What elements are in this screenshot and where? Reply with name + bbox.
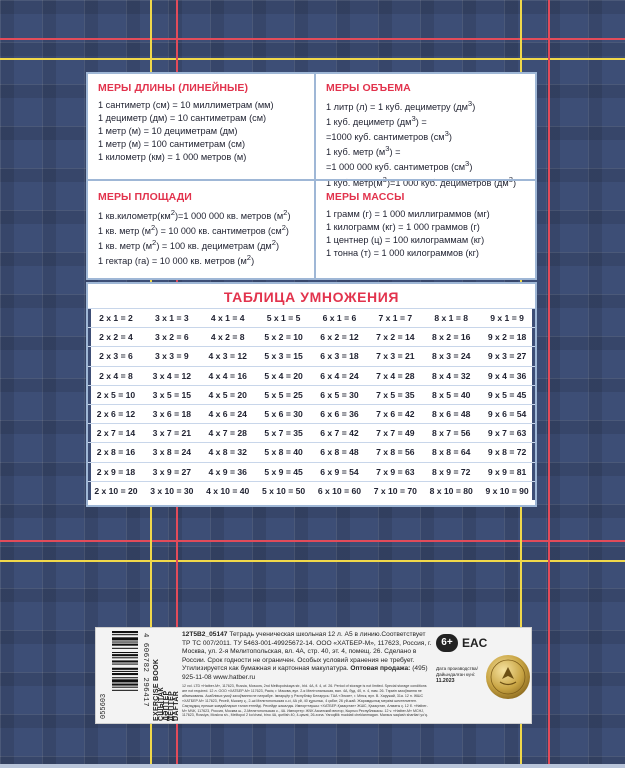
page-edge [0,764,625,768]
volume-line: =1 000 000 куб. сантиметров $(см^3)$ [326,159,473,173]
multiplication-cell: 2 x 10 = 20 [94,485,138,496]
mass-title: МЕРЫ МАССЫ [326,191,405,203]
production-date [436,666,491,685]
multiplication-cell: 6 x 6 = 36 [320,409,359,420]
vertical-code: 055603 [100,693,108,719]
area-line: 1 $кв.километр(км^2)=1$ 000 000 кв. метров $(м^2)$ [98,207,291,221]
multiplication-cell: 3 x 5 = 15 [152,389,192,400]
multiplication-cell: 4 x 5 = 20 [208,389,247,400]
multiplication-cell: 3 x 6 = 18 [152,409,192,420]
barcode-bar [112,637,138,640]
length-line: 1 метр (м) = 10 дециметрам (дм) [98,126,238,137]
multiplication-cell: 7 x 7 = 49 [376,428,415,439]
length-line: 1 дециметр (дм) = 10 сантиметрам (см) [98,112,267,123]
area-title: МЕРЫ ПЛОЩАДИ [98,191,192,203]
multiplication-cell: 3 x 1 = 3 [154,313,189,324]
multiplication-cell: 7 x 4 = 28 [376,370,415,381]
multiplication-cell: 4 x 8 = 32 [208,447,247,458]
multiplication-row [88,308,535,327]
area-line: 1 кв. метр $(м^2) = 100$ кв. дециметрам $(дм^2)$ [98,237,280,251]
barcode-bar [112,671,138,672]
barcode-bar [112,631,138,633]
multiplication-cell: 2 x 8 = 16 [96,447,136,458]
multiplication-cell: 6 x 10 = 60 [317,485,362,496]
barcode-bar [112,668,138,670]
multiplication-cell: 5 x 1 = 5 [266,313,301,324]
area-measures [88,179,314,278]
barcode-bar [112,679,138,682]
barcode-bar [112,644,138,646]
mass-line: 1 грамм (г) = 1 000 миллиграммов (мг) [326,208,490,219]
exercise-book-text: ДӘПТЕР [163,690,170,721]
product-code: 12Т5В2_05147 [182,631,228,638]
barcode [100,631,150,721]
barcode-bar [112,657,138,658]
length-title: МЕРЫ ДЛИНЫ (ЛИНЕЙНЫЕ) [98,82,249,94]
multiplication-cell: 6 x 2 = 12 [320,332,359,343]
mass-line: 1 центнер (ц) = 100 килограммам (кг) [326,235,485,246]
multiplication-cell: 5 x 5 = 25 [264,389,303,400]
multiplication-grid [88,308,535,500]
multiplication-cell: 4 x 7 = 28 [208,428,247,439]
mass-line: 1 тонна (т) = 1 000 килограммов (кг) [326,248,479,259]
product-description: Тетрадь ученическая школьная 12 л. А5 в линию.Соответствует ТР ТС 007/2011. ТУ 5463-001-49925672-14. [182,631,426,647]
length-measures [88,74,314,179]
multiplication-cell: 9 x 3 = 27 [487,351,527,362]
multiplication-cell: 6 x 4 = 24 [320,370,359,381]
multiplication-cell: 7 x 6 = 42 [376,409,415,420]
manufacturer: ООО «ХАТБЕР-М», [316,639,376,647]
barcode-bar [112,664,138,665]
mass-measures [314,179,535,278]
barcode-bar [112,677,138,678]
multiplication-cell: 8 x 8 = 64 [431,447,471,458]
barcode-bar [112,684,138,686]
multiplication-cell: 8 x 9 = 72 [431,466,471,477]
multiplication-cell: 9 x 4 = 36 [487,370,527,381]
area-line: 1 кв. метр $(м^2) = 10$ 000 кв. сантиметров $(см^2)$ [98,223,289,237]
label-text [182,631,432,723]
multiplication-cell: 5 x 4 = 20 [264,370,303,381]
volume-measures [314,74,535,188]
multiplication-cell: 3 x 3 = 9 [154,351,189,362]
multiplication-cell: 7 x 3 = 21 [376,351,415,362]
length-line: 1 сантиметр (см) = 10 миллиметрам (мм) [98,99,274,110]
multiplication-cell: 6 x 1 = 6 [322,313,357,324]
production-date-label: Дата производства/ Дайындалған күні: [436,666,478,677]
multiplication-cell: 9 x 1 = 9 [490,313,524,324]
product-label [95,627,532,724]
barcode-bar [112,660,138,662]
barcode-bar [112,634,138,635]
volume-line: 1 куб. дециметр $(дм^3)$ = [326,114,427,128]
barcode-bar [112,654,138,656]
multiplication-cell: 8 x 3 = 24 [431,351,471,362]
multiplication-cell: 4 x 2 = 8 [210,332,245,343]
multiplication-cell: 9 x 6 = 54 [487,409,527,420]
multiplication-cell: 9 x 10 = 90 [485,485,529,496]
multiplication-cell: 7 x 5 = 35 [376,389,415,400]
multiplication-cell: 9 x 8 = 72 [487,447,527,458]
multiplication-cell: 8 x 6 = 48 [431,409,471,420]
barcode-bar [112,673,138,675]
length-line: 1 километр (км) = 1 000 метров (м) [98,152,247,163]
multiplication-cell: 6 x 7 = 42 [320,428,359,439]
gold-seal-icon [485,649,531,705]
multiplication-cell: 6 x 8 = 48 [320,447,359,458]
multiplication-cell: 3 x 10 = 30 [150,485,194,496]
manufacturer-address: 117623, Россия, г. Москва, ул. 2-я Мелитопольская, вл. 4А, стр. 40, эт. 4, помещ. 26. Сделано в России. Срок годности не ограничен. Особых условий хранения не требует. Утилизируется как бумажная и картонная макулатура. [182,639,432,673]
multiplication-cell: 2 x 5 = 10 [96,389,136,400]
multiplication-cell: 8 x 7 = 56 [431,428,471,439]
multiplication-cell: 4 x 6 = 24 [208,409,247,420]
multiplication-row [88,366,535,385]
barcode-bar [112,690,138,691]
multiplication-cell: 9 x 5 = 45 [487,389,527,400]
multiplication-cell: 4 x 3 = 12 [208,351,247,362]
multiplication-cell: 3 x 2 = 6 [154,332,189,343]
multiplication-row [88,423,535,442]
label-small-print: 12 vol. LTD «Hatber-M», 117623, Russia, Moscow, 2nd Melitopolskaya str., bld. 4A, fl. 4, of. 26. Period of storage is not limited. Special storage conditions are not required. 12 л. ООО «ХАТБЕР-М» 117623, Расія, г. Масква, вул. 2-я Мелітопальская, вал. 4А, буд. 40, п. 4, пам. 26. Тэрмін захоўвання не абмежаваны. Асаблівых умоў захоўвання не патрабуе. Імпарцёр у Рэспубліку Беларусь: ТАА «Элкат», г. Мінск, вул. В. Харужай, 31а. 12 п. ЖШС «ХАТБЕР-М» 117623, Ресей, Мәскеу қ., 2-ші Мелитопольская к-сі, 4А үй, 40 құрылыс, 4 қабат, 26 үй-жай. Жарамдылық мерзімі шектелмеген. Сақтаудың ерекше жағдайларын талап етпейді. Ресейде жасалды. Импорттаушы: «ХАТБЕР-Қазақстан» ЖШС, Қазақстан, Алматы қ. 12 б. «Hatber-M» МЧК, 117623, Россия, Москва ш., 2-Мелитопольская к., 4А. Импортер: ЖЧК Азиатский вектор, Кыргыз Республикасы. 12 v. «Hatber-M» MCHJ, 117623, Rossiya, Moskva sh., Melitopol 2 ko'chasi, bino 4A, qurilish 40, 4-qavat, 26-xona. Yaroqlilik muddati cheklanmagan. Maxsus saqlash shartlari yo'q. [182,684,428,718]
units-panel [86,72,537,280]
multiplication-cell: 8 x 2 = 16 [431,332,471,343]
multiplication-cell: 4 x 9 = 36 [208,466,247,477]
multiplication-table [86,282,537,507]
volume-line: 1 литр (л) = 1 куб. дециметру $(дм^3)$ [326,98,476,112]
multiplication-cell: 7 x 10 = 70 [373,485,417,496]
multiplication-cell: 2 x 1 = 2 [99,313,133,324]
multiplication-cell: 8 x 4 = 32 [431,370,471,381]
multiplication-cell: 2 x 7 = 14 [96,428,136,439]
exercise-book-text: EXERCISE BOOK [153,658,160,721]
multiplication-cell: 7 x 1 = 7 [378,313,413,324]
wholesale-contacts: (495) 925-11-08 www.hatber.ru [182,665,428,681]
multiplication-row [88,385,535,404]
age-rating-badge: 6+ [436,634,458,652]
multiplication-cell: 3 x 7 = 21 [152,428,192,439]
wholesale-label: Оптовая продажа: [350,665,411,673]
multiplication-cell: 2 x 6 = 12 [96,409,136,420]
multiplication-row [88,346,535,365]
production-date-value: 11.2023 [436,677,455,684]
barcode-number: 4 606782 296417 [141,633,149,708]
multiplication-cell: 4 x 1 = 4 [210,313,245,324]
mass-line: 1 килограмм (кг) = 1 000 граммов (г) [326,221,480,232]
multiplication-cell: 9 x 7 = 63 [487,428,527,439]
multiplication-cell: 4 x 4 = 16 [208,370,247,381]
volume-line: =1000 куб. сантиметров $(см^3)$ [326,129,452,143]
multiplication-row [88,404,535,423]
length-line: 1 метр (м) = 100 сантиметрам (см) [98,139,246,150]
multiplication-cell: 3 x 8 = 24 [152,447,192,458]
multiplication-cell: 2 x 3 = 6 [99,351,133,362]
multiplication-cell: 2 x 4 = 8 [99,370,133,381]
eac-mark: EAC [462,636,488,650]
multiplication-cell: 5 x 3 = 15 [264,351,303,362]
multiplication-cell: 6 x 9 = 54 [320,466,359,477]
multiplication-cell: 5 x 6 = 30 [264,409,303,420]
area-line: 1 гектар (га) = 10 000 кв. метров $(м^2)$ [98,252,255,266]
multiplication-row [88,462,535,481]
multiplication-cell: 5 x 8 = 40 [264,447,303,458]
multiplication-cell: 5 x 9 = 45 [264,466,303,477]
multiplication-cell: 2 x 2 = 4 [99,332,133,343]
exercise-book-text: СШЫТАК [158,687,165,721]
multiplication-cell: 5 x 7 = 35 [264,428,303,439]
exercise-book-text: ДЕПТЕР [168,690,175,721]
multiplication-cell: 5 x 2 = 10 [264,332,303,343]
exercise-book-text: DAFTAR [173,690,180,721]
multiplication-row [88,442,535,461]
barcode-bar [112,648,138,649]
barcode-bars [112,631,138,721]
multiplication-cell: 2 x 9 = 18 [96,466,136,477]
multiplication-cell: 8 x 5 = 40 [431,389,471,400]
multiplication-row [88,481,535,500]
multiplication-cell: 7 x 2 = 14 [376,332,415,343]
multiplication-cell: 5 x 10 = 50 [261,485,306,496]
multiplication-cell: 4 x 10 = 40 [206,485,250,496]
label-main-text [182,631,432,682]
multiplication-title: ТАБЛИЦА УМНОЖЕНИЯ [223,289,400,305]
multiplication-cell: 6 x 3 = 18 [320,351,359,362]
multiplication-cell: 6 x 5 = 30 [320,389,359,400]
multiplication-cell: 3 x 9 = 27 [152,466,192,477]
multiplication-cell: 8 x 10 = 80 [429,485,473,496]
volume-line: 1 куб. $метр(м^3)=1$ 000 куб. дециметров $(дм^3)$ [326,174,517,188]
volume-title: МЕРЫ ОБЪЕМА [326,82,411,94]
volume-line: 1 куб. метр $(м^3)$ = [326,144,401,158]
multiplication-cell: 7 x 9 = 63 [376,466,415,477]
multiplication-cell: 9 x 9 = 81 [487,466,527,477]
multiplication-row [88,327,535,346]
multiplication-cell: 8 x 1 = 8 [434,313,469,324]
exercise-book-labels [153,631,179,721]
barcode-bar [112,642,138,643]
multiplication-cell: 7 x 8 = 56 [376,447,415,458]
multiplication-cell: 3 x 4 = 12 [152,370,192,381]
barcode-bar [112,652,138,653]
barcode-bar [112,687,138,688]
multiplication-cell: 9 x 2 = 18 [487,332,527,343]
